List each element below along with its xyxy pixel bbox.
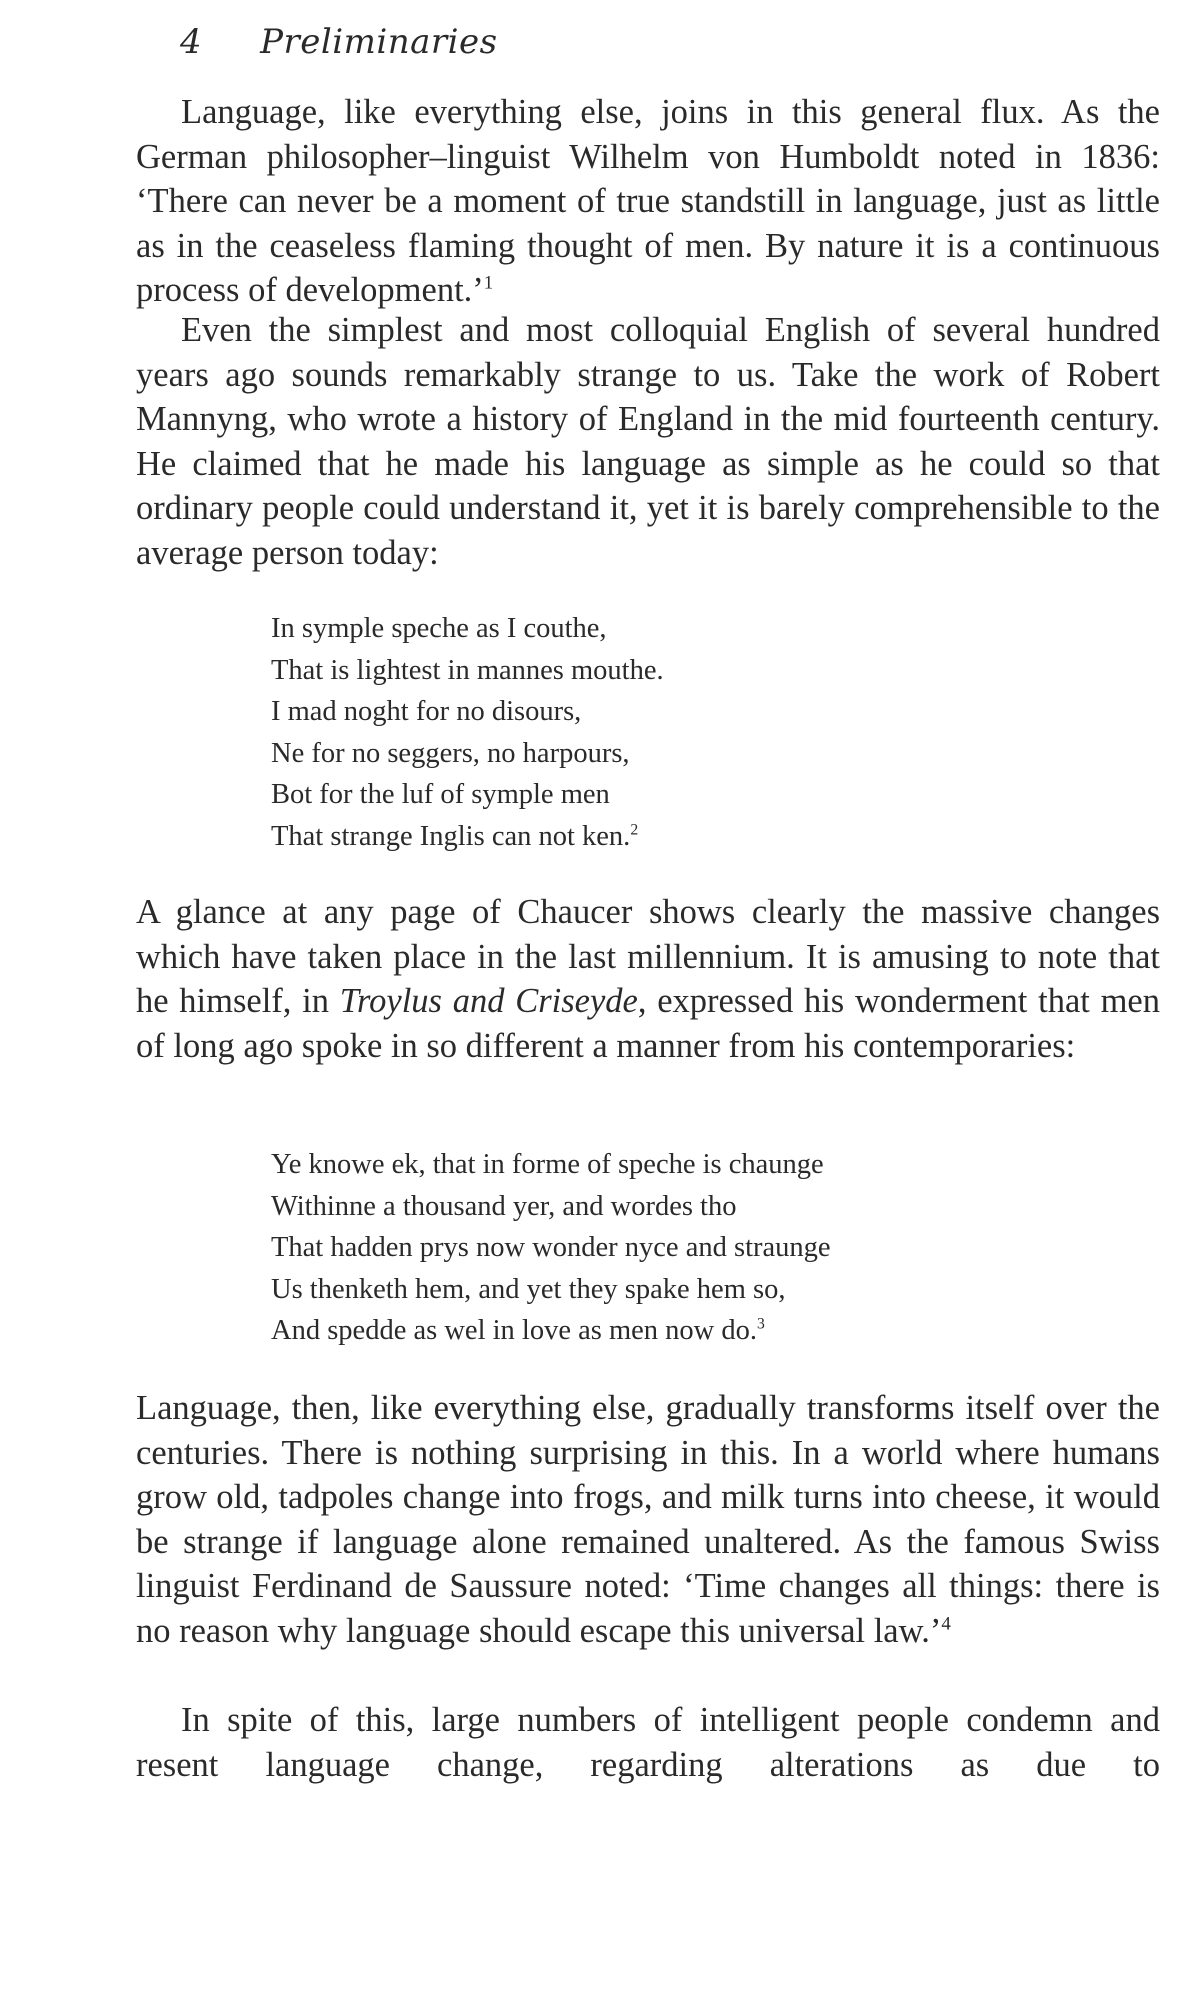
paragraph-text: In spite of this, large numbers of intelligent people condemn and resent language change, regarding alterations as due to (136, 1701, 1160, 1784)
verse-line: Bot for the luf of symple men (271, 779, 610, 810)
paragraph-text: Language, then, like everything else, gradually transforms itself over the centuries. There is nothing surprising in this. In a world where humans grow old, tadpoles change into frogs, and milk turns into cheese, it would be strange if language alone remained unaltered. As the famous Swiss linguist Ferdinand de Saussure noted: ‘Time changes all things: there is no reason why language should escape this universal law.’ (136, 1389, 1160, 1650)
paragraph-text: , expressed his wonderment that men of long ago spoke in so different a manner from his contemporaries: (136, 982, 1160, 1065)
work-title: Troylus and Criseyde (339, 982, 638, 1020)
verse-line: Ne for no seggers, no harpours, (271, 737, 630, 769)
verse-chaucer (271, 1144, 831, 1352)
verse-line: I mad noght for no disours, (271, 696, 582, 727)
verse-line: And spedde as wel in love as men now do. (271, 1315, 757, 1346)
paragraph-saussure (136, 1386, 1160, 1653)
footnote-ref: 1 (483, 272, 494, 294)
verse-line: Ye knowe ek, that in forme of speche is chaunge (271, 1149, 824, 1180)
footnote-ref: 4 (941, 1613, 951, 1634)
verse-line: Us thenketh hem, and yet they spake hem so, (271, 1273, 786, 1305)
verse-line: That hadden prys now wonder nyce and straunge (271, 1232, 831, 1263)
paragraph-humboldt (136, 90, 1160, 313)
footnote-ref: 2 (630, 821, 639, 838)
paragraph-text: Even the simplest and most colloquial English of several hundred years ago sounds remarkably strange to us. Take the work of Robert Mannyng, who wrote a history of England in the mid fourteenth century. He claimed that he made his language as simple as he could so that ordinary people could understand it, yet it is barely comprehensible to the average person today: (136, 311, 1160, 572)
running-head (180, 22, 498, 62)
paragraph-condemn (136, 1698, 1160, 1787)
verse-line: In symple speche as I couthe, (271, 613, 607, 644)
paragraph-chaucer (136, 890, 1160, 1068)
page-number: 4 (180, 22, 203, 62)
chapter-title: Preliminaries (260, 22, 498, 62)
verse-line: Withinne a thousand yer, and wordes tho (271, 1190, 737, 1222)
paragraph-text: Language, like everything else, joins in this general flux. As the German philosopher–linguist Wilhelm von Humboldt noted in 1836: ‘There can never be a moment of true standstill in language, just as little as in the ceaseless flaming thought of men. By nature it is a continuous process of development.’ (136, 93, 1160, 309)
verse-mannyng (271, 608, 664, 857)
paragraph-mannyng (136, 308, 1160, 575)
verse-line: That is lightest in mannes mouthe. (271, 654, 664, 686)
footnote-ref: 3 (757, 1315, 765, 1333)
paragraph-text: A glance at any page of Chaucer shows clearly the massive changes which have taken place in the last millennium. It is amusing to note that he himself, in (136, 893, 1160, 1020)
verse-line: That strange Inglis can not ken. (271, 820, 631, 852)
